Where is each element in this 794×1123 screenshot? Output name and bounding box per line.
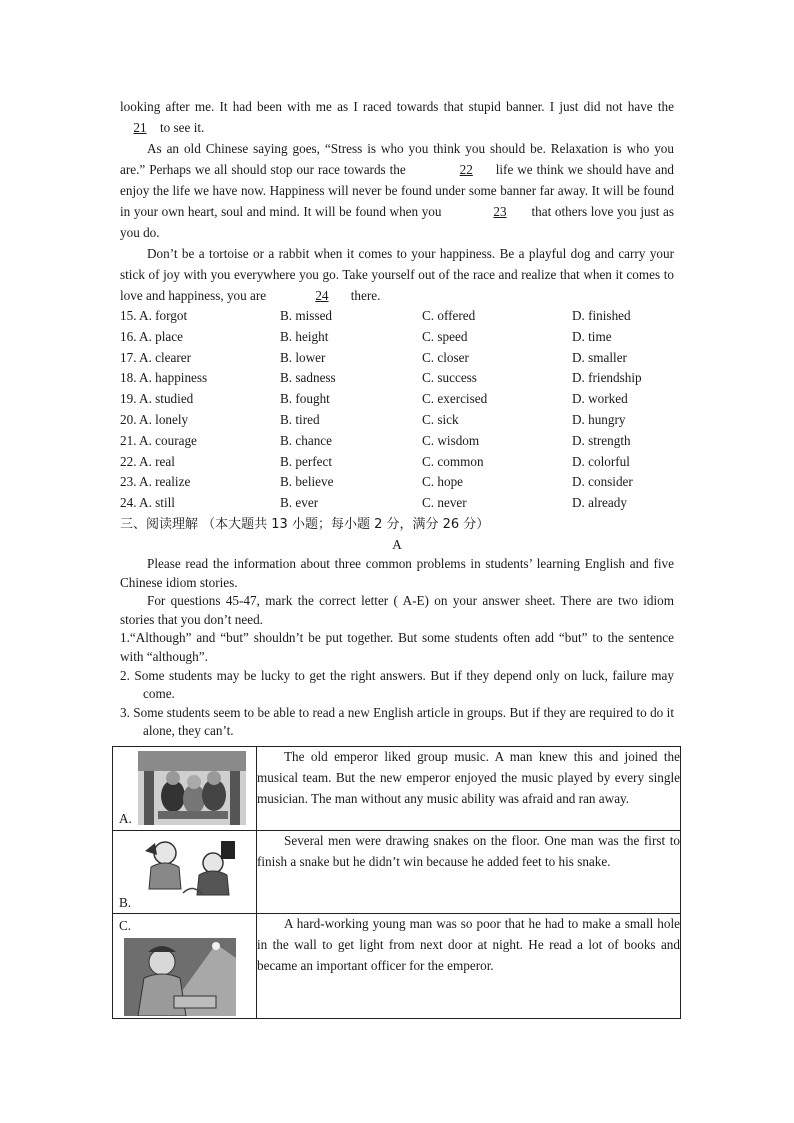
paragraph-1: looking after me. It had been with me as I raced towards that stupid banner. I just did not have the 21 to see it. — [120, 96, 674, 138]
blank-22[interactable]: 22 — [459, 162, 473, 177]
option-row: 23. A. realize B. believe C. hope D. consider — [120, 474, 633, 490]
idiom-row-b — [113, 831, 681, 914]
idiom-row-c — [113, 914, 681, 1019]
paragraph-2: As an old Chinese saying goes, “Stress is who you think you should be. Relaxation is who you are.” Perhaps we all should stop our race towards the 22 life we think we should have and enjoy the life we have now. Happiness will never be found under some banner far away. It will be found in your own heart, soul and mind. It will be found when you 23 that others love you just as you do. — [120, 141, 675, 240]
idiom-text-cell — [257, 914, 681, 1019]
intro-1: Please read the information about three common problems in students’ learning English and five Chinese idiom stories. — [120, 555, 674, 590]
idiom-row-a — [113, 747, 681, 831]
idiom-label: B. — [119, 895, 132, 910]
snake-drawing-illustration — [143, 837, 239, 899]
emperor-music-illustration — [138, 751, 246, 825]
problem-1: 1.“Although” and “but” shouldn’t be put together. But some students often add “but” to the sentence with “although”. — [120, 630, 674, 664]
problem-2: 2. Some students may be lucky to get the right answers. But if they depend only on luck, failure may come. — [120, 667, 674, 702]
idiom-label: C. — [119, 918, 132, 933]
reading-by-light-illustration — [124, 938, 236, 1016]
intro-2: For questions 45-47, mark the correct letter ( A-E) on your answer sheet. There are two idiom stories that you don’t need. — [120, 593, 674, 627]
passage — [120, 96, 674, 741]
blank-24[interactable]: 24 — [315, 288, 329, 303]
section-heading: 三、阅读理解 （本大题共 13 小题；每小题 2 分，满分 26 分） — [120, 516, 490, 532]
option-row: 18. A. happiness B. sadness C. success D. friendship — [120, 370, 642, 386]
option-row: 24. A. still B. ever C. never D. already — [120, 495, 627, 511]
paragraph-3: Don’t be a tortoise or a rabbit when it comes to your happiness. Be a playful dog and carry your stick of joy with you everywhere you go. Take yourself out of the race and realize that when it comes to love and happiness, you are 24 there. — [120, 243, 674, 306]
instructions — [120, 555, 674, 741]
options-list — [120, 306, 674, 514]
option-row: 17. A. clearer B. lower C. closer D. smaller — [120, 349, 627, 365]
option-row: 20. A. lonely B. tired C. sick D. hungry — [120, 411, 626, 427]
idiom-image-cell — [113, 831, 257, 914]
blank-21[interactable]: 21 — [133, 120, 147, 135]
blank-23[interactable]: 23 — [493, 204, 507, 219]
idiom-table — [112, 746, 681, 1019]
option-row: 15. A. forgot B. missed C. offered D. finished — [120, 308, 631, 323]
idiom-label: A. — [119, 811, 132, 826]
idiom-text: The old emperor liked group music. A man knew this and joined the musical team. But the new emperor enjoyed the music played by every single musician. The man without any music ability was afraid and ran away. — [257, 749, 680, 806]
idiom-image-cell — [113, 914, 257, 1019]
idiom-text-cell — [257, 831, 681, 914]
idiom-text: A hard-working young man was so poor that he had to make a small hole in the wall to get light from next door at night. He read a lot of books and became an important officer for the emperor. — [257, 916, 680, 973]
problem-3: 3. Some students seem to be able to read a new English article in groups. But if they are required to do it alone, they can’t. — [120, 704, 674, 739]
option-row: 19. A. studied B. fought C. exercised D. worked — [120, 391, 628, 407]
option-row: 22. A. real B. perfect C. common D. colorful — [120, 453, 630, 469]
idiom-text: Several men were drawing snakes on the floor. One man was the first to finish a snake but he didn’t win because he added feet to his snake. — [257, 833, 680, 869]
idiom-text-cell — [257, 747, 681, 831]
option-row: 21. A. courage B. chance C. wisdom D. strength — [120, 432, 631, 448]
idiom-image-cell — [113, 747, 257, 831]
part-title: A — [392, 536, 402, 552]
option-row: 16. A. place B. height C. speed D. time — [120, 328, 612, 344]
